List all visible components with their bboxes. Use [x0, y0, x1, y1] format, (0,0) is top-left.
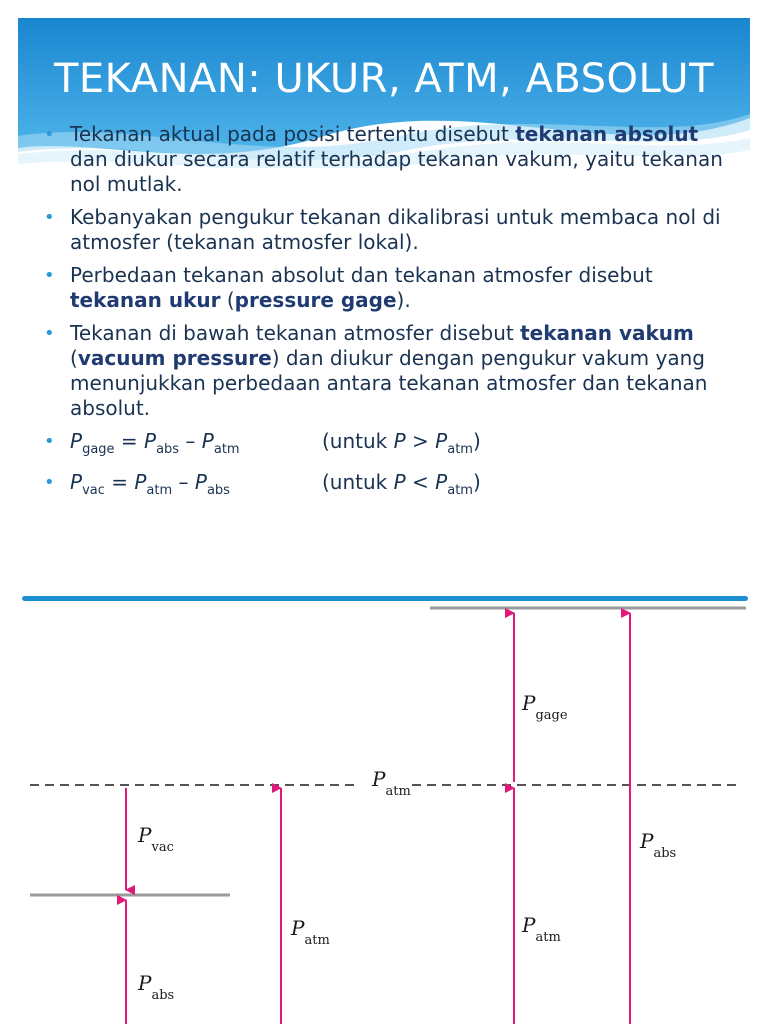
- text-run: –: [172, 470, 195, 494]
- text-run: =: [114, 429, 145, 453]
- label-p-gage: $P_{gage}$: [522, 691, 568, 723]
- text-run: vacuum pressure: [77, 346, 272, 370]
- label-p-abs-left: $P_{abs}$: [138, 971, 175, 1003]
- label-p-atm-main: $P_{atm}$: [372, 767, 411, 799]
- text-run: Kebanyakan pengukur tekanan dikalibrasi untuk membaca nol di atmosfer (tekanan atmosfer lokal).: [70, 205, 721, 254]
- text-run: tekanan vakum: [520, 321, 694, 345]
- text-run: atm: [447, 442, 473, 457]
- text-run: gage: [82, 442, 115, 457]
- text-run: dan diukur secara relatif terhadap tekanan vakum, yaitu tekanan nol mutlak.: [70, 147, 723, 196]
- text-run: vac: [82, 483, 105, 498]
- bullet-icon: •: [44, 265, 55, 286]
- formula-equation: [70, 429, 240, 457]
- text-run: Perbedaan tekanan absolut dan tekanan atmosfer disebut: [70, 263, 653, 287]
- text-run: P: [435, 470, 448, 494]
- bullet-icon: •: [44, 207, 55, 228]
- text-run: pressure gage: [234, 288, 397, 312]
- text-run: =: [104, 470, 135, 494]
- slide: [18, 18, 750, 578]
- text-run: P: [435, 429, 448, 453]
- text-run: Tekanan aktual pada posisi tertentu disebut: [70, 122, 516, 146]
- text-run: ): [472, 470, 481, 494]
- label-p-abs-right: $P_{abs}$: [640, 829, 677, 861]
- bullet-item: [40, 263, 740, 313]
- text-run: P: [144, 429, 157, 453]
- text-run: <: [405, 470, 436, 494]
- text-run: abs: [156, 442, 180, 457]
- text-run: (: [220, 288, 235, 312]
- text-run: P: [393, 470, 406, 494]
- text-run: tekanan ukur: [70, 288, 221, 312]
- bullet-item: [40, 122, 740, 197]
- text-run: P: [70, 470, 83, 494]
- label-p-atm-left: $P_{atm}$: [291, 916, 330, 948]
- text-run: P: [70, 429, 83, 453]
- formula-condition: [322, 470, 481, 503]
- text-run: (untuk: [322, 470, 394, 494]
- text-run: atm: [213, 442, 240, 457]
- pressure-diagram: [0, 596, 768, 1024]
- bullet-list: [40, 122, 740, 511]
- text-run: –: [179, 429, 202, 453]
- text-run: P: [201, 429, 214, 453]
- text-run: atm: [146, 483, 173, 498]
- text-run: >: [405, 429, 436, 453]
- label-p-atm-right: $P_{atm}$: [522, 913, 561, 945]
- bullet-icon: •: [44, 472, 55, 493]
- slide-title: TEKANAN: UKUR, ATM, ABSOLUT: [53, 56, 715, 102]
- text-run: tekanan absolut: [515, 122, 699, 146]
- label-p-vac: $P_{vac}$: [138, 823, 174, 855]
- bullet-item: [40, 321, 740, 421]
- formula-equation: [70, 470, 230, 498]
- text-run: P: [134, 470, 147, 494]
- formula-item: [40, 470, 740, 503]
- bullet-icon: •: [44, 323, 55, 344]
- text-run: (: [70, 346, 78, 370]
- text-run: P: [393, 429, 406, 453]
- text-run: ).: [396, 288, 411, 312]
- formula-condition: [322, 429, 481, 462]
- text-run: Tekanan di bawah tekanan atmosfer disebut: [70, 321, 521, 345]
- text-run: ): [472, 429, 481, 453]
- text-run: P: [194, 470, 207, 494]
- bullet-icon: •: [44, 431, 55, 452]
- bullet-item: [40, 205, 740, 255]
- text-run: (untuk: [322, 429, 394, 453]
- formula-item: [40, 429, 740, 462]
- text-run: ) dan diukur dengan pengukur vakum yang menunjukkan perbedaan antara tekanan atmosfer dan tekanan absolut.: [70, 346, 708, 420]
- bullet-icon: •: [44, 124, 55, 145]
- text-run: abs: [206, 483, 230, 498]
- text-run: atm: [447, 483, 473, 498]
